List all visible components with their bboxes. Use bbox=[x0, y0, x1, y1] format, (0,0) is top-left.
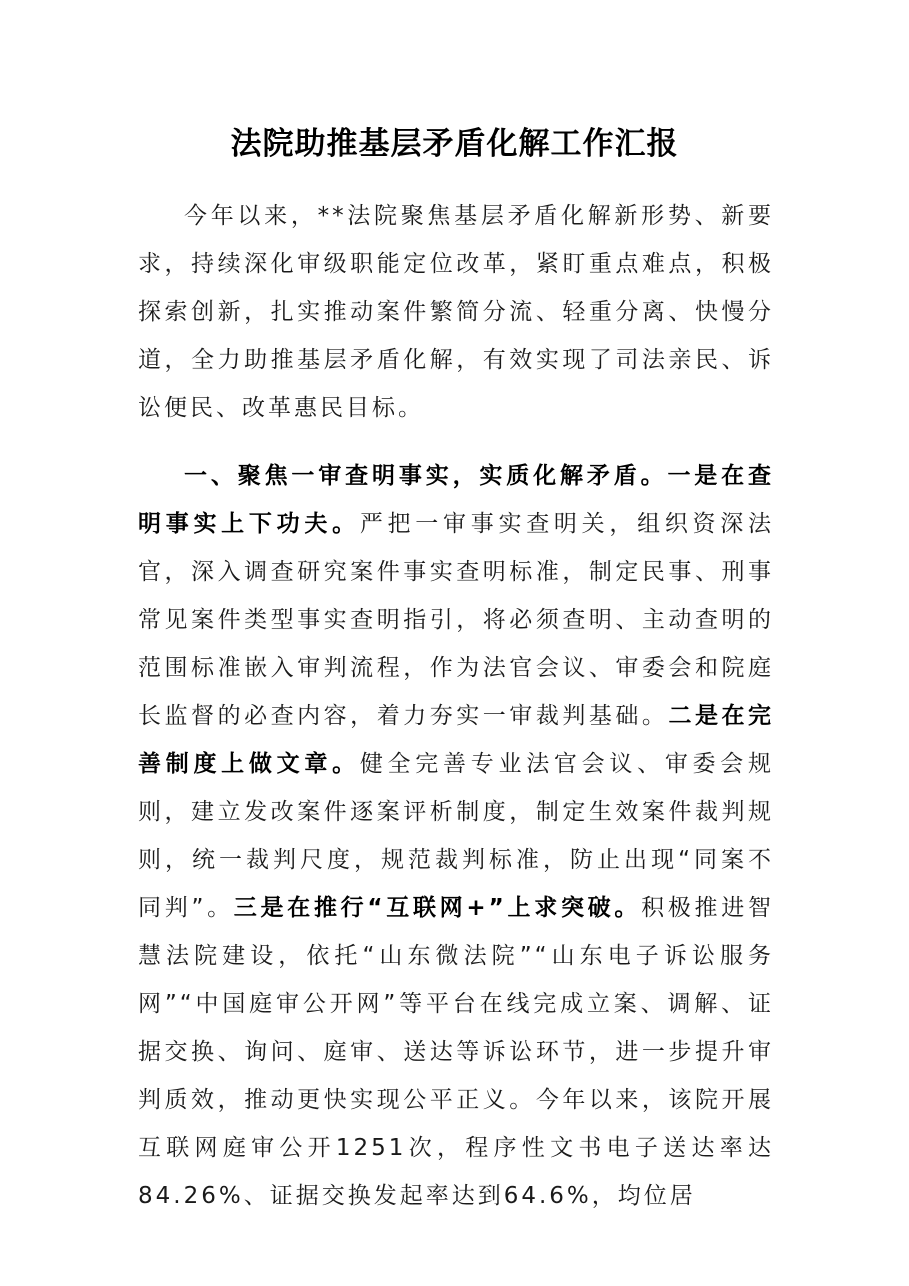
point-2-heading: 二是在完善制度上做文章。 bbox=[138, 703, 775, 777]
point-3-heading: 三是在推行“互联网+”上求突破。 bbox=[233, 895, 642, 921]
point-1-text: 严把一审事实查明关，组织资深法官，深入调查研究案件事实查明标准，制定民事、刑事常见案件类型事实查明指引，将必须查明、主动查明的范围标准嵌入审判流程，作为法官会议、审委会和院庭长监督的必查内容，着力夯实一审裁判基础。 bbox=[138, 511, 775, 729]
document-title: 法院助推基层矛盾化解工作汇报 bbox=[230, 126, 679, 162]
section-1-heading: 一、聚焦一审查明事实，实质化解矛盾。 bbox=[184, 463, 668, 489]
point-1-heading: 一是在查明事实上下功夫。 bbox=[138, 463, 775, 537]
point-2-text: 健全完善专业法官会议、审委会规则，建立发改案件逐案评析制度，制定生效案件裁判规则，统一裁判尺度，规范裁判标准，防止出现“同案不同判”。 bbox=[138, 751, 775, 921]
document-body bbox=[138, 192, 774, 1220]
intro-paragraph: 今年以来，**法院聚焦基层矛盾化解新形势、新要求，持续深化审级职能定位改革，紧盯重点难点，积极探索创新，扎实推动案件繁简分流、轻重分离、快慢分道，全力助推基层矛盾化解，有效实现了司法亲民、诉讼便民、改革惠民目标。 bbox=[138, 203, 774, 421]
point-3-text: 积极推进智慧法院建设，依托“山东微法院”“山东电子诉讼服务网”“中国庭审公开网”等平台在线完成立案、调解、证据交换、询问、庭审、送达等诉讼环节，进一步提升审判质效，推动更快实现公平正义。今年以来，该院开展互联网庭审公开1251次，程序性文书电子送达率达84.26%、证据交换发起率达到64.6%，均位居 bbox=[138, 895, 774, 1209]
section-1-paragraph bbox=[138, 452, 774, 1220]
